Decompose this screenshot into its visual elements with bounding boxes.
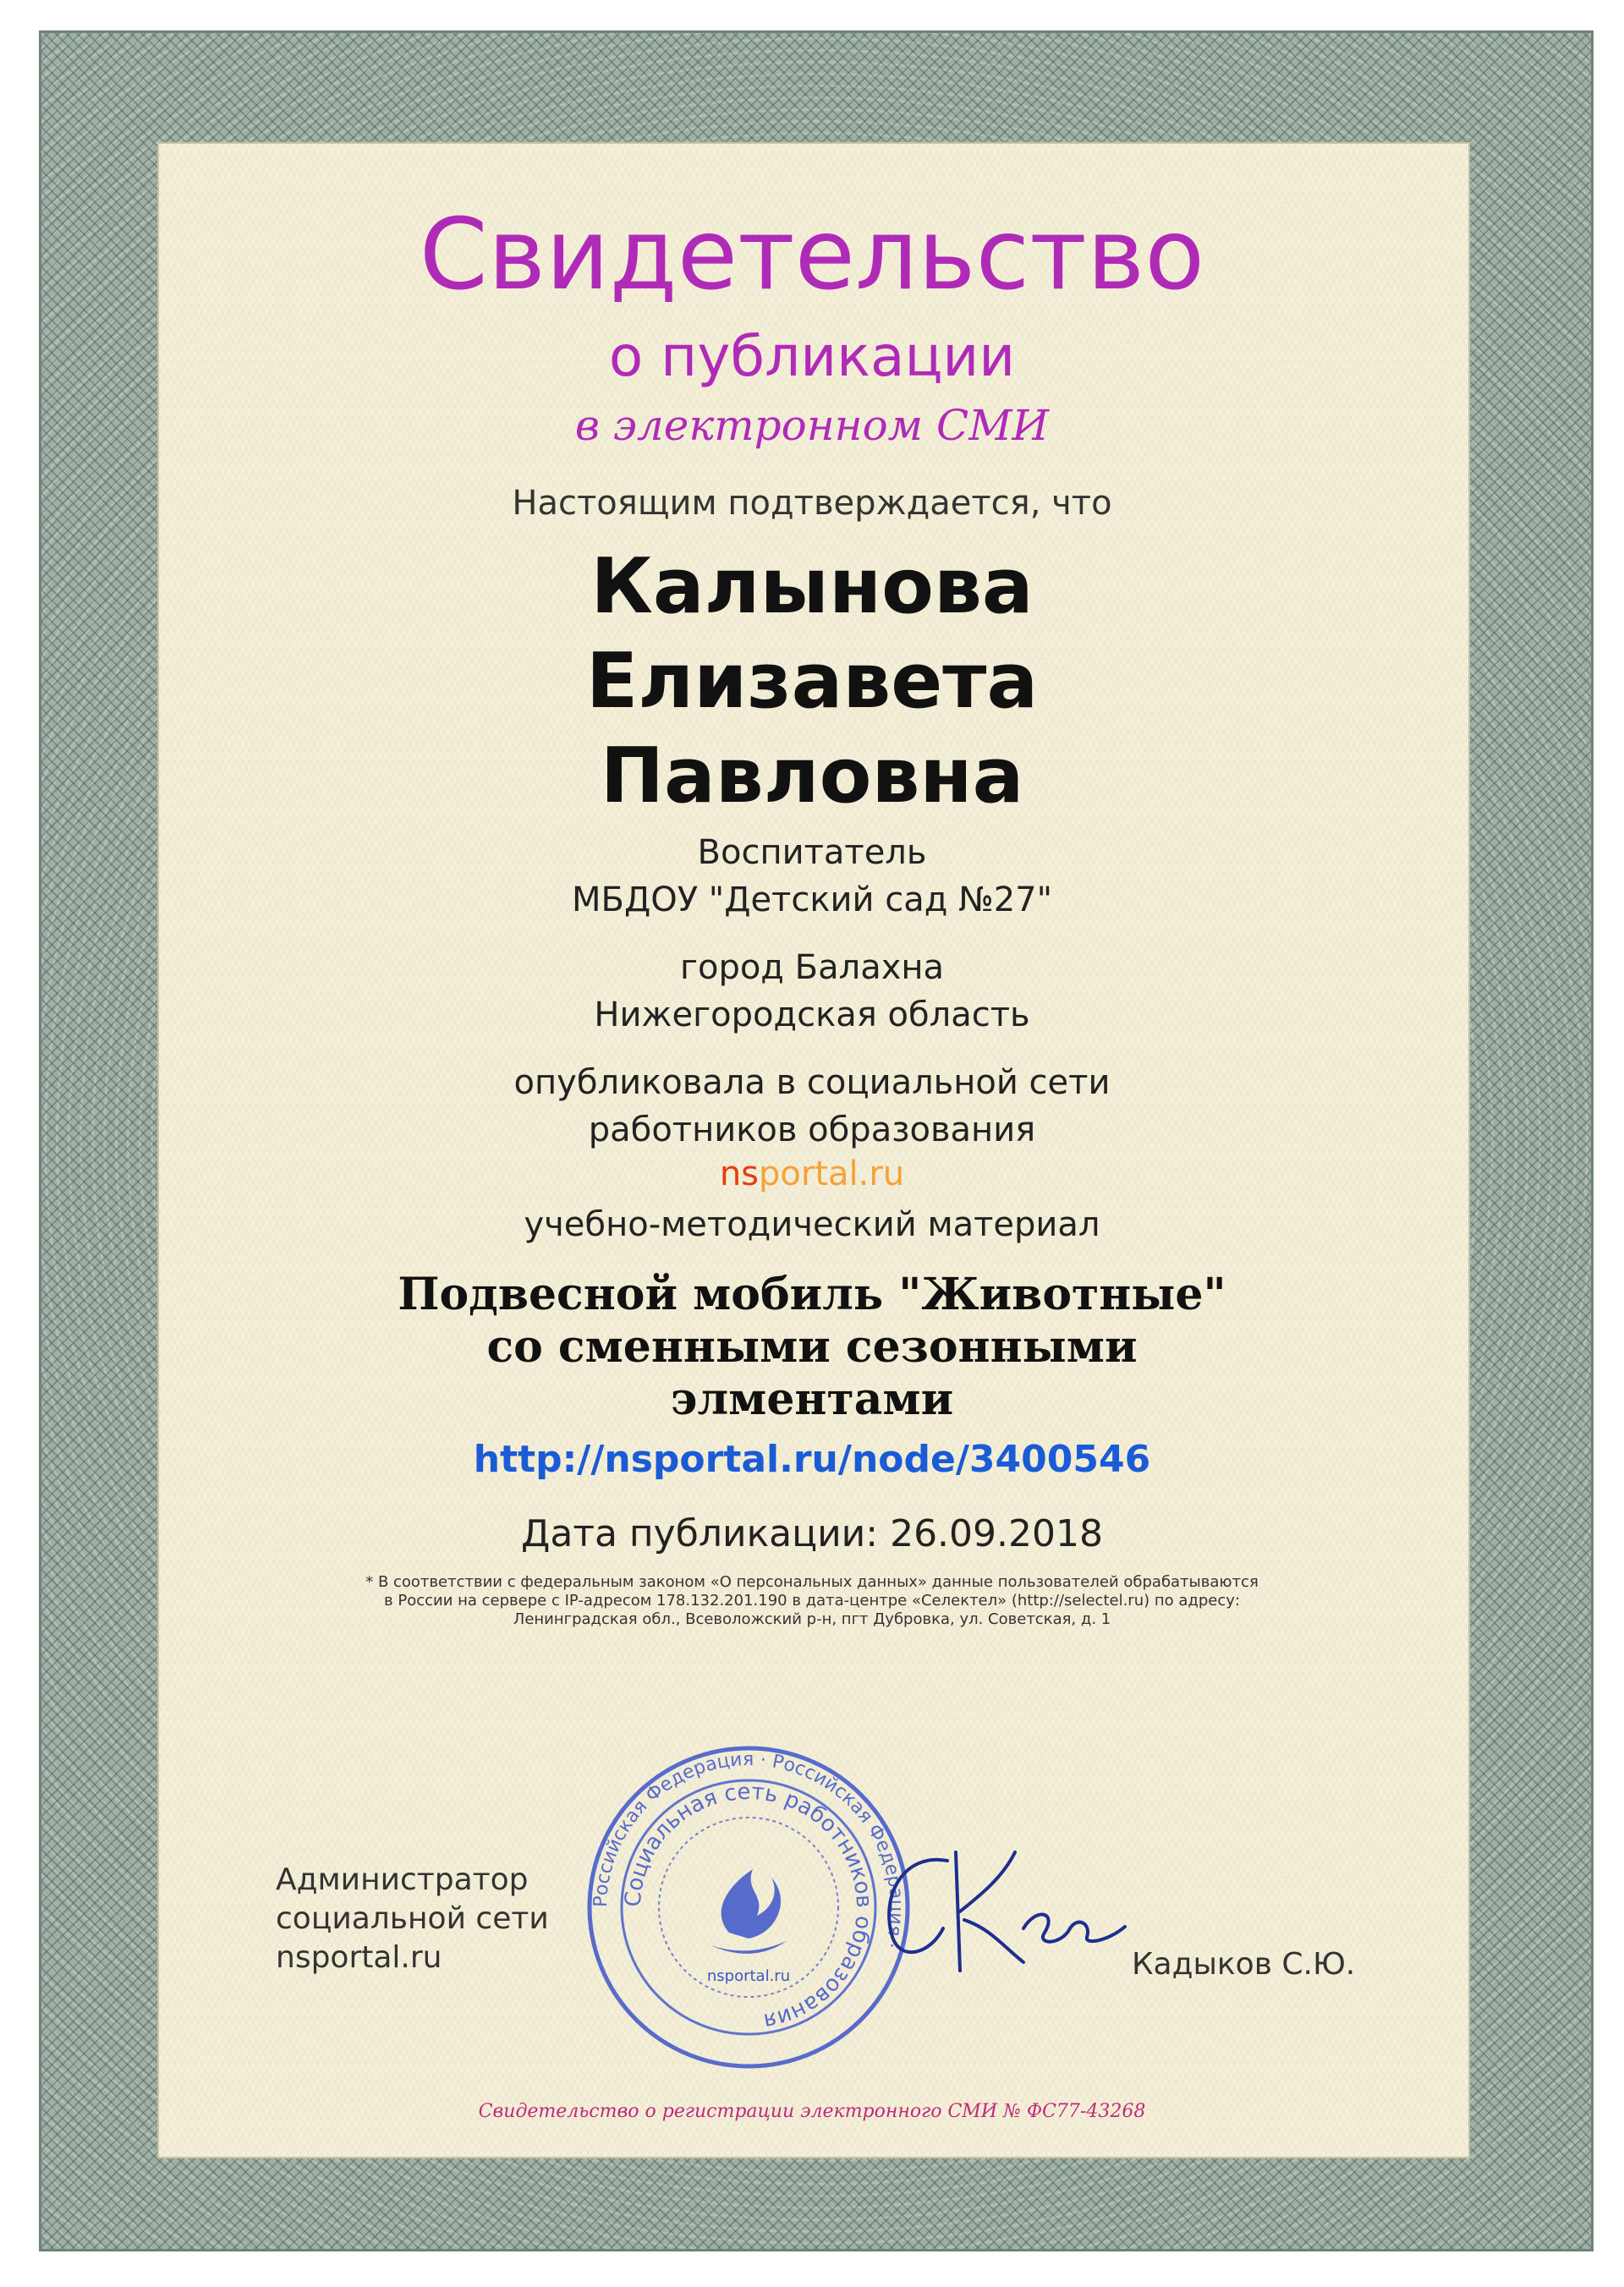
region-text: Нижегородская область [594,995,1030,1034]
person-first-name: Елизавета [585,637,1039,726]
admin-line: Администратор [276,1862,529,1897]
material-title-line: Подвесной мобиль "Животные" [398,1269,1226,1320]
disclaimer-line: Ленинградская обл., Всеволожский р-н, пгт Дубровка, ул. Советская, д. 1 [513,1610,1111,1628]
admin-block [276,1861,549,1977]
admin-line: nsportal.ru [276,1940,442,1975]
certificate-subtitle-media: в электронном СМИ [574,401,1050,450]
person-last-name: Калынова [590,542,1034,631]
certificate-title: Свидетельство [419,198,1205,312]
stamp-flame-icon [721,1869,781,1939]
site-name-ns: ns [719,1154,760,1193]
published-line2: работников образования [588,1111,1036,1149]
published-line1: опубликовала в социальной сети [513,1063,1111,1102]
confirm-text: Настоящим подтверждается, что [512,484,1112,523]
stamp-middle-text: Социальная сеть работников образования [620,1779,877,2034]
stamp-center-label: nsportal.ru [706,1967,791,1985]
published-block [157,1059,1467,1154]
admin-name: Кадыков С.Ю. [1132,1947,1356,1982]
signature-icon [854,1827,1133,1996]
position-block [157,829,1467,924]
material-type: учебно-методический материал [524,1205,1100,1244]
stamp-outer-text: Российская Федерация · Российская Федерация · [590,1748,908,1951]
publication-date: Дата публикации: 26.09.2018 [521,1512,1103,1555]
person-name [157,541,1467,825]
disclaimer-line: * В соответствии с федеральным законом «О персональных данных» данные пользователей обрабатываются [365,1573,1259,1591]
person-patronymic: Павловна [600,732,1024,820]
disclaimer [157,1573,1467,1629]
site-name-portal: portal.ru [759,1154,905,1193]
material-title-line: со сменными сезонными [486,1321,1138,1373]
admin-line: социальной сети [276,1901,549,1936]
site-name [157,1150,1467,1198]
position-text: Воспитатель [697,833,927,872]
material-title-line: элментами [670,1374,954,1425]
registration-text: Свидетельство о регистрации электронного СМИ № ФС77-43268 [478,2101,1146,2122]
certificate-subtitle: о публикации [608,324,1016,389]
disclaimer-line: в России на сервере с IP-адресом 178.132.201.190 в дата-центре «Селектел» (http://selectel.ru) по адресу: [384,1592,1240,1610]
material-link[interactable]: http://nsportal.ru/node/3400546 [473,1438,1151,1481]
location-block [157,944,1467,1039]
material-title [157,1269,1467,1426]
organization-text: МБДОУ "Детский сад №27" [572,880,1052,919]
city-text: город Балахна [679,948,945,987]
